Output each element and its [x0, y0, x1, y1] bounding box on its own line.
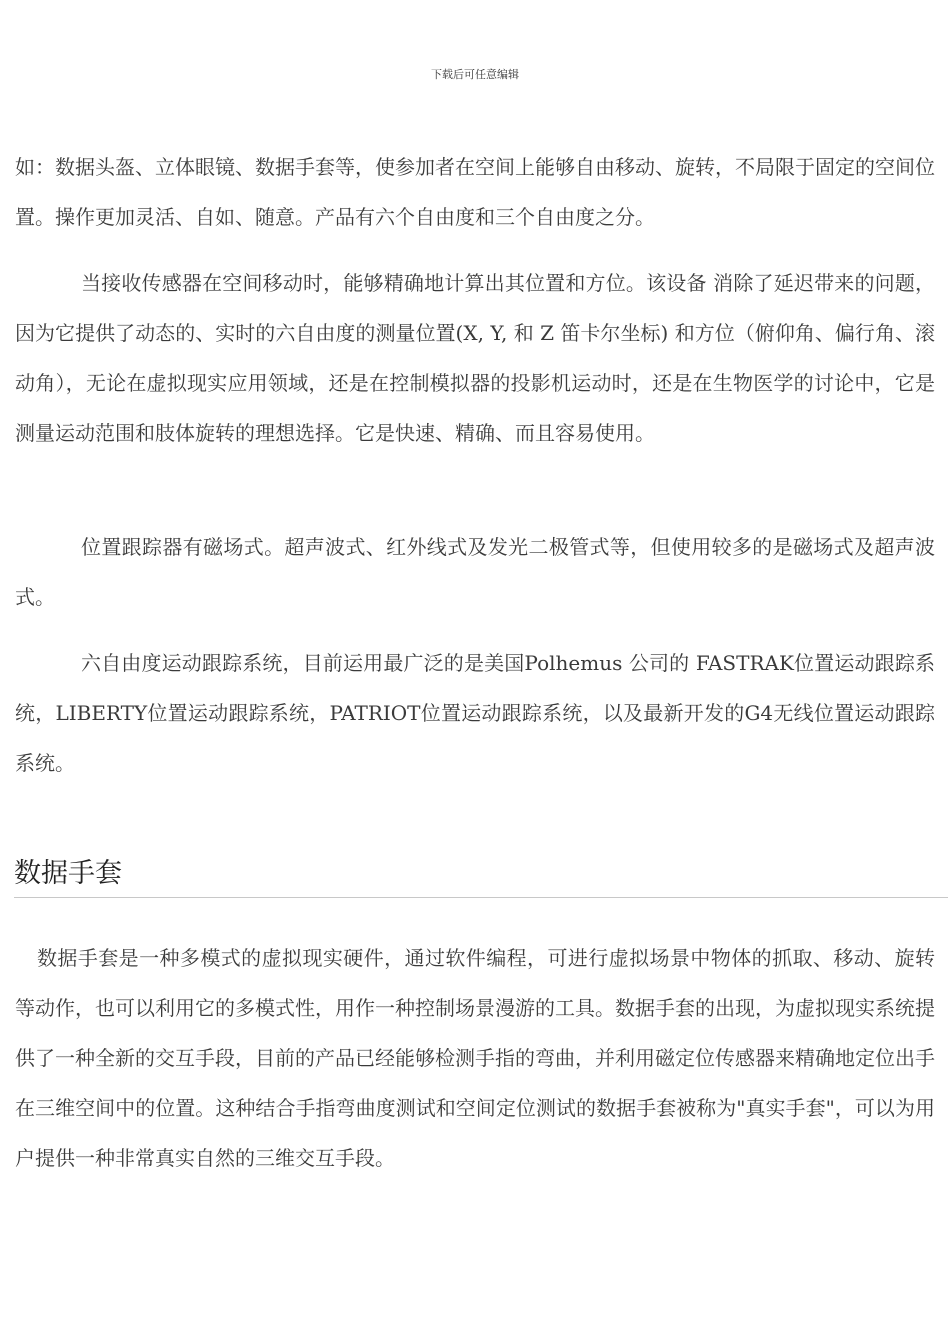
page-header-note: 下载后可任意编辑: [431, 68, 519, 81]
paragraph-tracker-types: 位置跟踪器有磁场式。超声波式、红外线式及发光二极管式等，但使用较多的是磁场式及超声波式。: [15, 535, 935, 609]
section-heading-data-glove: 数据手套: [14, 858, 122, 889]
paragraph-input-devices: 如：数据头盔、立体眼镜、数据手套等，使参加者在空间上能够自由移动、旋转，不局限于固定的空间位置。操作更加灵活、自如、随意。产品有六个自由度和三个自由度之分。: [15, 155, 935, 229]
paragraph-data-glove: 数据手套是一种多模式的虚拟现实硬件，通过软件编程，可进行虚拟场景中物体的抓取、移动、旋转等动作，也可以利用它的多模式性，用作一种控制场景漫游的工具。数据手套的出现，为虚拟现实系统提供了一种全新的交互手段，目前的产品已经能够检测手指的弯曲，并利用磁定位传感器来精确地定位出手在三维空间中的位置。这种结合手指弯曲度测试和空间定位测试的数据手套被称为"真实手套"，可以为用户提供一种非常真实自然的三维交互手段。: [15, 946, 935, 1170]
heading-divider: [14, 897, 948, 898]
paragraph-sensor-tracking: 当接收传感器在空间移动时，能够精确地计算出其位置和方位。该设备 消除了延迟带来的问题，因为它提供了动态的、实时的六自由度的测量位置(X, Y, 和 Z 笛卡尔坐标) 和方位（俯仰角、偏行角、滚动角），无论在虚拟现实应用领域，还是在控制模拟器的投影机运动时，还是在生物医学的讨论中，它是测量运动范围和肢体旋转的理想选择。它是快速、精确、而且容易使用。: [15, 271, 935, 445]
paragraph-polhemus-systems: 六自由度运动跟踪系统，目前运用最广泛的是美国Polhemus 公司的 FASTRAK位置运动跟踪系统，LIBERTY位置运动跟踪系统，PATRIOT位置运动跟踪系统，以及最新开发的G4无线位置运动跟踪系统。: [15, 651, 935, 775]
